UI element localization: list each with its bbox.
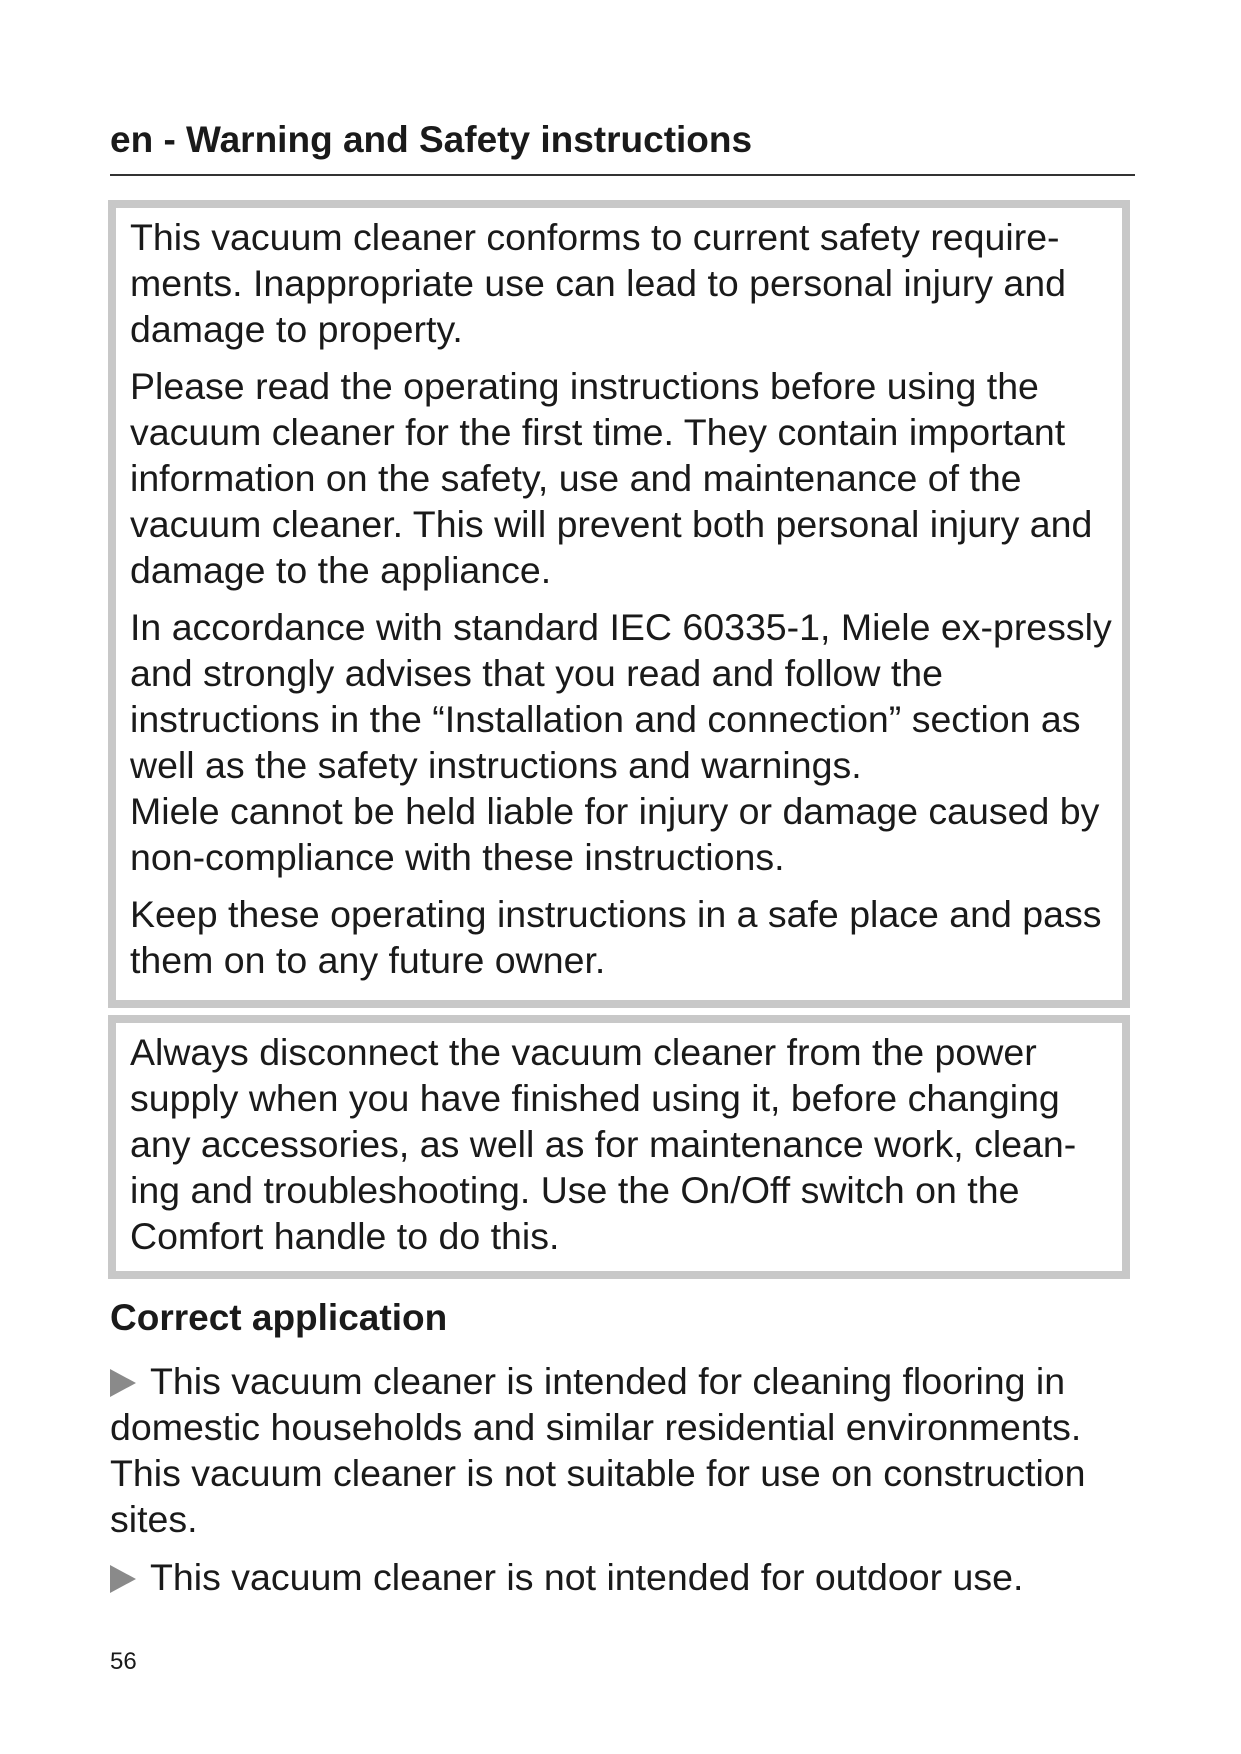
notice-paragraph: In accordance with standard IEC 60335-1, Miele ex-pressly and strongly advises that you read and follow the instructions in the “Installation and connection” section as well as the safety instructions and warnings. — [130, 606, 1112, 786]
warning-paragraph: Always disconnect the vacuum cleaner from the power supply when you have finished using it, before changing any accessories, as well as for maintenance work, clean-ing and troubleshooting. Use the On/Off switch on the Comfort handle to do this. — [130, 1031, 1077, 1257]
list-item-text: This vacuum cleaner is not intended for outdoor use. — [150, 1556, 1024, 1598]
bullet-list — [110, 1358, 1140, 1612]
page-header — [110, 118, 1135, 176]
notice-paragraph: Miele cannot be held liable for injury or damage caused by non-compliance with these instructions. — [130, 790, 1100, 878]
section-heading: Correct application — [110, 1297, 448, 1338]
triangle-right-icon — [110, 1565, 136, 1593]
notice-paragraph: Keep these operating instructions in a safe place and pass them on to any future owner. — [130, 893, 1102, 981]
page-title: en - Warning and Safety instructions — [110, 119, 753, 160]
list-item — [110, 1358, 1140, 1542]
disconnect-warning-box — [108, 1015, 1130, 1279]
list-item — [110, 1554, 1140, 1600]
page-number: 56 — [110, 1648, 137, 1675]
notice-paragraph: Please read the operating instructions before using the vacuum cleaner for the first time. They contain important information on the safety, use and maintenance of the vacuum cleaner. This will prevent both personal injury and damage to the appliance. — [130, 365, 1093, 591]
safety-notice-box — [108, 200, 1130, 1008]
list-item-text: This vacuum cleaner is intended for cleaning flooring in domestic households and similar residential environments. This vacuum cleaner is not suitable for use on construction sites. — [110, 1360, 1086, 1540]
notice-paragraph: This vacuum cleaner conforms to current safety require-ments. Inappropriate use can lead to personal injury and damage to property. — [130, 216, 1066, 350]
triangle-right-icon — [110, 1369, 136, 1397]
